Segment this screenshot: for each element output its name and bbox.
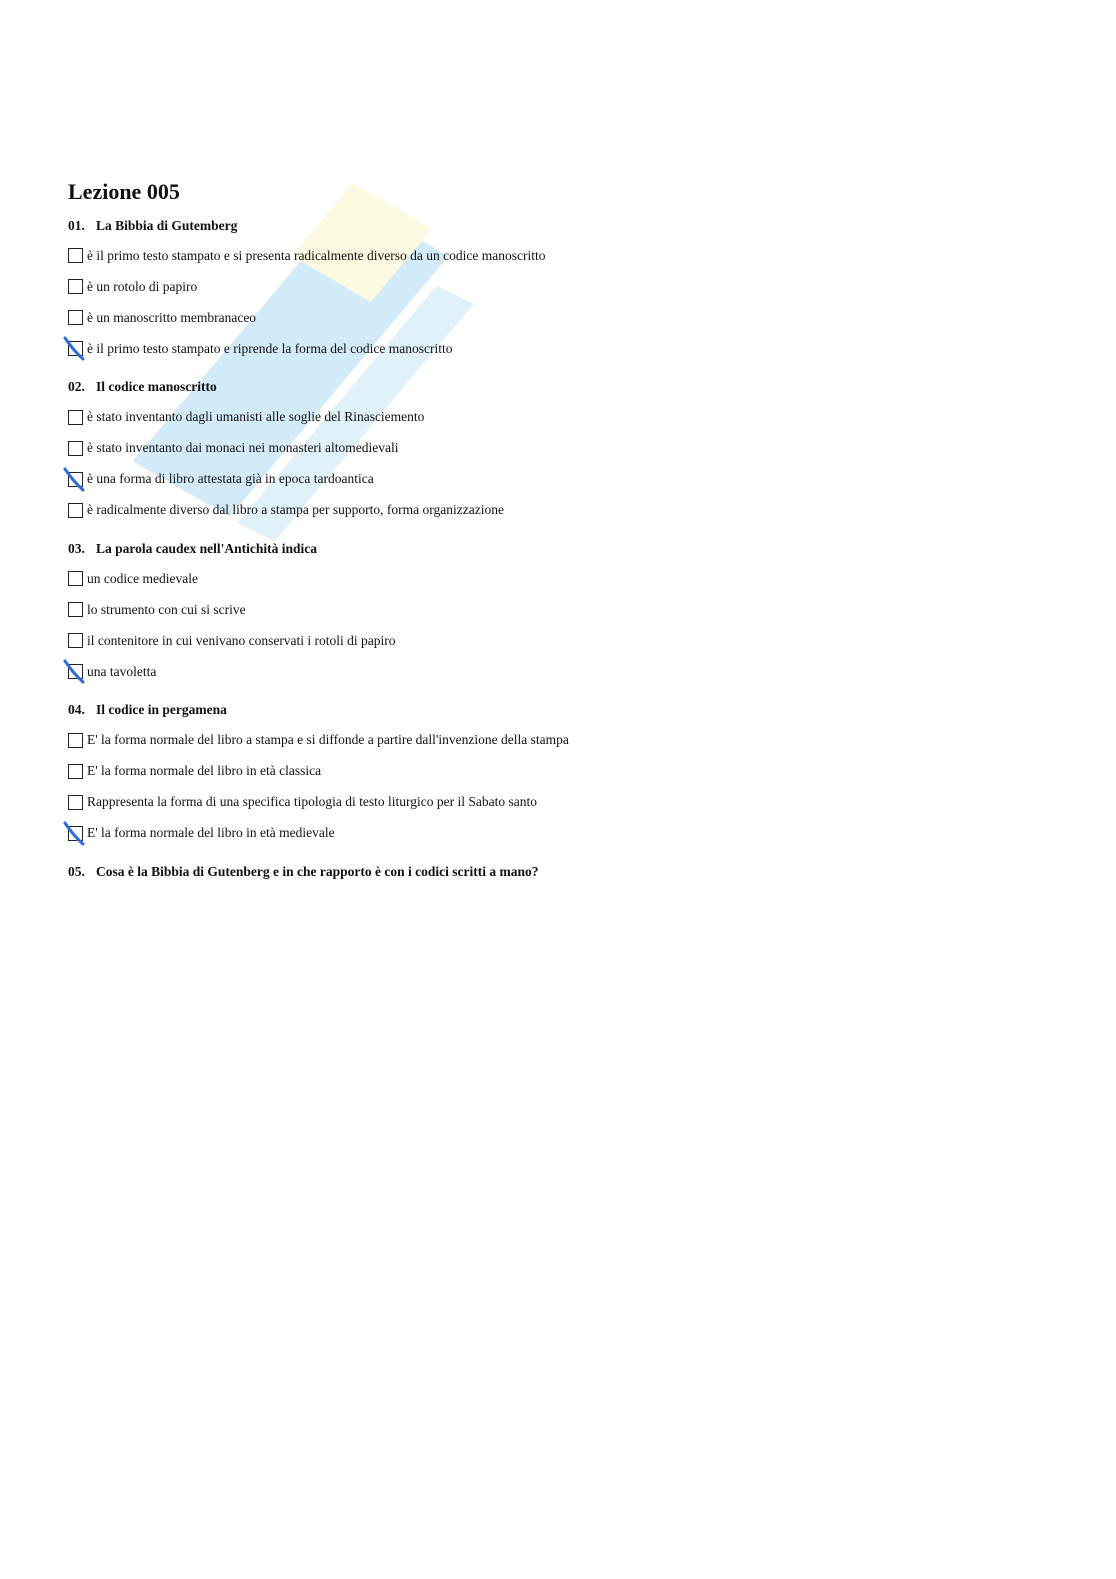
- question-text: La Bibbia di Gutemberg: [96, 217, 238, 233]
- answer-option[interactable]: [68, 402, 1048, 433]
- question-heading: [68, 540, 1048, 558]
- question-text: Cosa è la Bibbia di Gutenberg e in che rapporto è con i codici scritti a mano?: [96, 863, 539, 879]
- question-1: [68, 217, 1048, 365]
- answer-option[interactable]: [68, 271, 1048, 302]
- answer-option-text: è una forma di libro attestata già in epoca tardoantica: [87, 471, 374, 487]
- checkbox[interactable]: [68, 571, 83, 586]
- question-heading: [68, 701, 1048, 719]
- answer-option[interactable]: [68, 725, 1048, 756]
- checkbox[interactable]: [68, 764, 83, 779]
- checkbox[interactable]: [68, 441, 83, 456]
- answer-option-text: è il primo testo stampato e si presenta radicalmente diverso da un codice manoscritto: [87, 247, 546, 263]
- question-4: [68, 701, 1048, 849]
- pen-check-mark-icon: [62, 333, 92, 363]
- question-number: 01.: [68, 217, 85, 233]
- checkbox[interactable]: [68, 633, 83, 648]
- checkbox[interactable]: [68, 733, 83, 748]
- answer-option-text: è un rotolo di papiro: [87, 278, 198, 294]
- checkbox[interactable]: [68, 248, 83, 263]
- document-body: [68, 178, 1048, 894]
- answer-option-text: un codice medievale: [87, 570, 198, 586]
- checkbox[interactable]: [68, 410, 83, 425]
- answer-option[interactable]: [68, 818, 1048, 849]
- checkbox[interactable]: [68, 310, 83, 325]
- answer-option-text: lo strumento con cui si scrive: [87, 601, 246, 617]
- answer-option-text: una tavoletta: [87, 663, 157, 679]
- answer-option[interactable]: [68, 333, 1048, 364]
- answer-option[interactable]: [68, 433, 1048, 464]
- answer-option-text: E' la forma normale del libro in età medievale: [87, 825, 335, 841]
- question-heading: [68, 217, 1048, 235]
- answer-option[interactable]: [68, 302, 1048, 333]
- answer-option[interactable]: [68, 656, 1048, 687]
- answer-option-text: E' la forma normale del libro in età classica: [87, 763, 322, 779]
- question-2: [68, 378, 1048, 526]
- answer-option[interactable]: [68, 625, 1048, 656]
- question-number: 04.: [68, 702, 85, 718]
- checkbox-checked[interactable]: [68, 341, 83, 356]
- question-heading: [68, 378, 1048, 396]
- answer-option[interactable]: [68, 240, 1048, 271]
- checkbox-checked[interactable]: [68, 826, 83, 841]
- question-number: 05.: [68, 863, 85, 879]
- question-text: La parola caudex nell'Antichità indica: [96, 540, 318, 556]
- checkbox[interactable]: [68, 795, 83, 810]
- pen-check-mark-icon: [62, 464, 92, 494]
- answer-option-text: è un manoscritto membranaceo: [87, 309, 257, 325]
- answer-option[interactable]: [68, 756, 1048, 787]
- answer-option[interactable]: [68, 495, 1048, 526]
- answer-option-text: è il primo testo stampato e riprende la forma del codice manoscritto: [87, 340, 453, 356]
- question-text: Il codice manoscritto: [96, 379, 217, 395]
- answer-option[interactable]: [68, 464, 1048, 495]
- answer-option-text: E' la forma normale del libro a stampa e si diffonde a partire dall'invenzione della stampa: [87, 732, 569, 748]
- answer-option[interactable]: [68, 563, 1048, 594]
- question-3: [68, 540, 1048, 688]
- answer-option-text: Rappresenta la forma di una specifica tipologia di testo liturgico per il Sabato santo: [87, 794, 538, 810]
- answer-option-text: il contenitore in cui venivano conservati i rotoli di papiro: [87, 632, 396, 648]
- checkbox-checked[interactable]: [68, 664, 83, 679]
- question-text: Il codice in pergamena: [96, 702, 227, 718]
- pen-check-mark-icon: [62, 818, 92, 848]
- checkbox[interactable]: [68, 503, 83, 518]
- questions-list: [68, 217, 1048, 881]
- question-heading: [68, 863, 1048, 881]
- checkbox[interactable]: [68, 279, 83, 294]
- answer-option-text: è stato inventanto dagli umanisti alle soglie del Rinasciemento: [87, 409, 425, 425]
- question-number: 03.: [68, 540, 85, 556]
- question-5: [68, 863, 1048, 881]
- question-number: 02.: [68, 379, 85, 395]
- answer-option[interactable]: [68, 787, 1048, 818]
- answer-option[interactable]: [68, 594, 1048, 625]
- pen-check-mark-icon: [62, 656, 92, 686]
- lesson-title: Lezione 005: [68, 179, 180, 204]
- checkbox[interactable]: [68, 602, 83, 617]
- answer-option-text: è stato inventanto dai monaci nei monasteri altomedievali: [87, 440, 399, 456]
- checkbox-checked[interactable]: [68, 472, 83, 487]
- answer-option-text: è radicalmente diverso dal libro a stampa per supporto, forma organizzazione: [87, 502, 504, 518]
